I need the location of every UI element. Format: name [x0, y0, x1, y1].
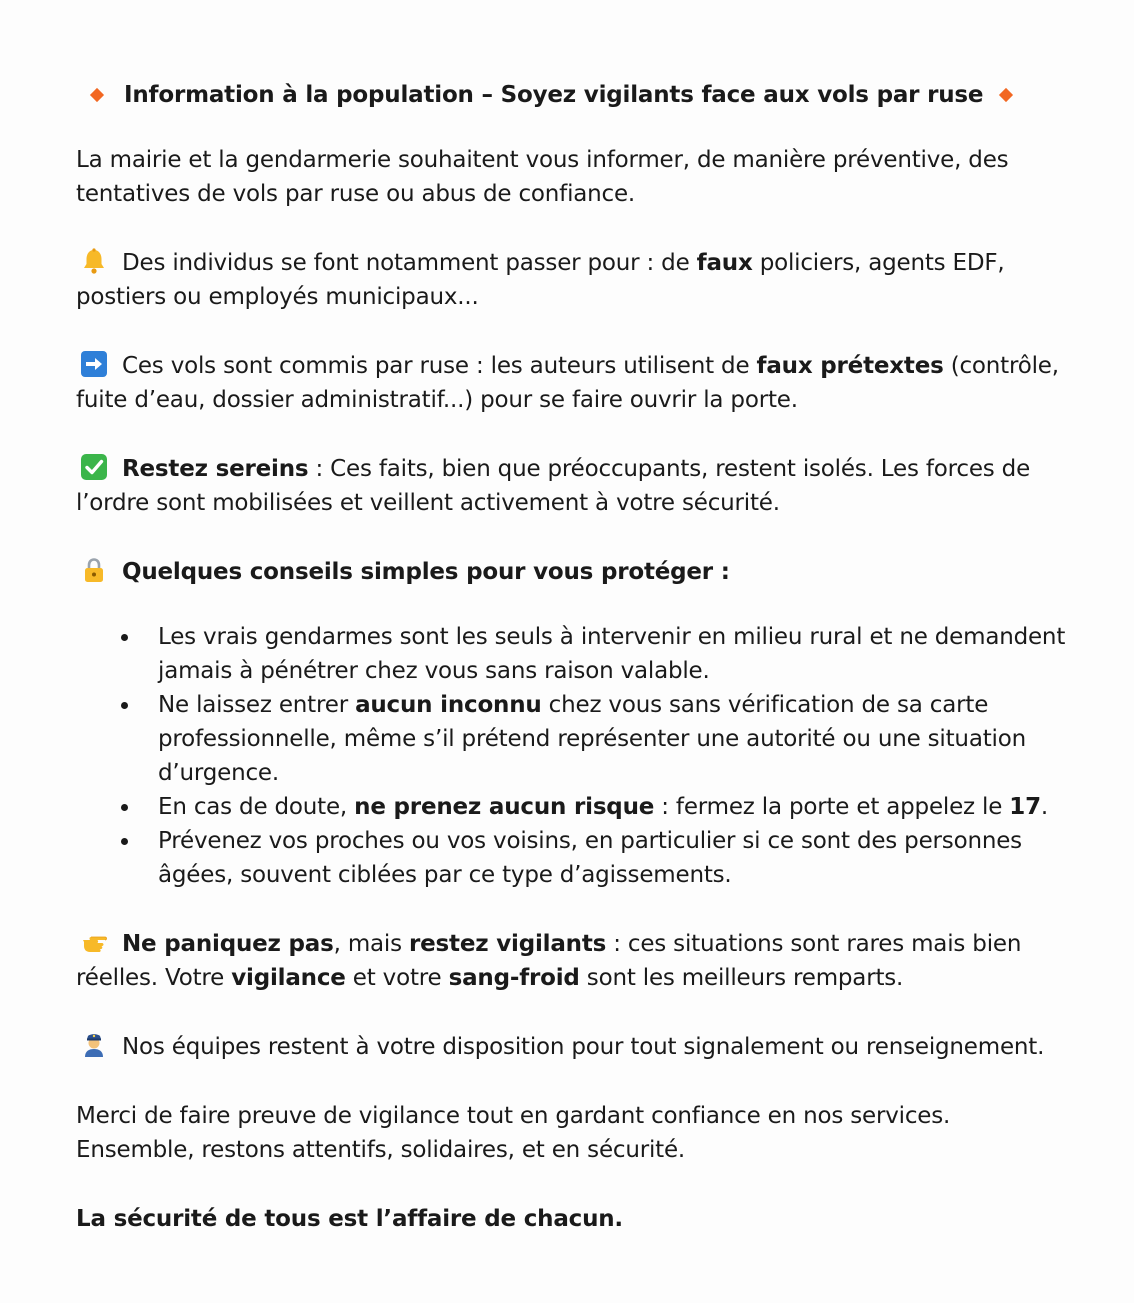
bell-icon: [80, 247, 108, 275]
advice-3-text-3: .: [1040, 794, 1049, 820]
team-paragraph: [76, 1030, 1094, 1064]
team-text: Nos équipes restent à votre disposition pour tout signalement ou renseignement.: [122, 1034, 1045, 1060]
check-bold-1: Restez sereins: [122, 456, 309, 482]
check-mark-icon: [80, 453, 108, 481]
advice-3-bold-1: ne prenez aucun risque: [354, 794, 655, 820]
arrow-text-1: Ces vols sont commis par ruse : les auteurs utilisent de: [122, 353, 757, 379]
arrow-paragraph: [76, 349, 1094, 417]
page-title: Information à la population – Soyez vigilants face aux vols par ruse: [124, 82, 984, 108]
motto-text: La sécurité de tous est l’affaire de chacun.: [76, 1206, 623, 1232]
bell-text-2: policiers, agents EDF, postiers ou employés municipaux...: [76, 250, 1005, 310]
list-item: [158, 824, 1094, 892]
panic-paragraph: [76, 927, 1094, 995]
panic-bold-4: sang-froid: [448, 965, 580, 991]
panic-text-4: sont les meilleurs remparts.: [579, 965, 904, 991]
advice-4-text: Prévenez vos proches ou vos voisins, en particulier si ce sont des personnes âgées, souvent ciblées par ce type d’agissements.: [158, 828, 1022, 888]
bell-text-1: Des individus se font notamment passer pour : de: [122, 250, 697, 276]
panic-bold-1: Ne paniquez pas: [122, 931, 334, 957]
closing-line-2: Ensemble, restons attentifs, solidaires, et en sécurité.: [76, 1137, 686, 1163]
panic-text-1: , mais: [333, 931, 410, 957]
advice-heading-text: Quelques conseils simples pour vous protéger :: [122, 559, 730, 585]
list-item: [158, 688, 1094, 790]
arrow-right-icon: [80, 350, 108, 378]
check-paragraph: [76, 452, 1094, 520]
motto: [76, 1202, 1094, 1236]
list-item: [158, 620, 1094, 688]
advice-3-text-2: : fermez la porte et appelez le: [654, 794, 1010, 820]
advice-3-text-1: En cas de doute,: [158, 794, 355, 820]
lock-icon: [80, 556, 108, 584]
panic-text-2: : ces situations sont rares mais bien réelles. Votre: [76, 931, 1022, 991]
advice-heading: [76, 555, 1094, 589]
title-row: [86, 78, 1094, 112]
panic-bold-3: vigilance: [231, 965, 346, 991]
list-item: [158, 790, 1094, 824]
arrow-bold-1: faux prétextes: [756, 353, 944, 379]
advice-2-bold: aucun inconnu: [355, 692, 542, 718]
intro-paragraph: La mairie et la gendarmerie souhaitent vous informer, de manière préventive, des tentatives de vols par ruse ou abus de confiance.: [76, 147, 1009, 207]
arrow-text-2: (contrôle, fuite d’eau, dossier administratif...) pour se faire ouvrir la porte.: [76, 353, 1059, 413]
orange-diamond-icon: [999, 88, 1013, 102]
orange-diamond-icon: [90, 88, 104, 102]
panic-text-3: et votre: [345, 965, 449, 991]
check-text-1: : Ces faits, bien que préoccupants, restent isolés. Les forces de l’ordre sont mobilisées et veillent activement à votre sécurité.: [76, 456, 1031, 516]
bell-paragraph: [76, 246, 1094, 314]
advice-1-text: Les vrais gendarmes sont les seuls à intervenir en milieu rural et ne demandent jamais à pénétrer chez vous sans raison valable.: [158, 624, 1066, 684]
pointing-hand-icon: [80, 928, 108, 956]
bell-bold-1: faux: [696, 250, 753, 276]
closing-line-1: Merci de faire preuve de vigilance tout en gardant confiance en nos services.: [76, 1103, 951, 1129]
advice-2-text-1: Ne laissez entrer: [158, 692, 356, 718]
advice-3-bold-2: 17: [1009, 794, 1041, 820]
advice-list: [76, 620, 1094, 892]
panic-bold-2: restez vigilants: [409, 931, 607, 957]
advice-2-text-2: chez vous sans vérification de sa carte professionnelle, même s’il prétend représenter une autorité ou une situation d’urgence.: [158, 692, 1026, 786]
police-officer-icon: [80, 1031, 108, 1059]
